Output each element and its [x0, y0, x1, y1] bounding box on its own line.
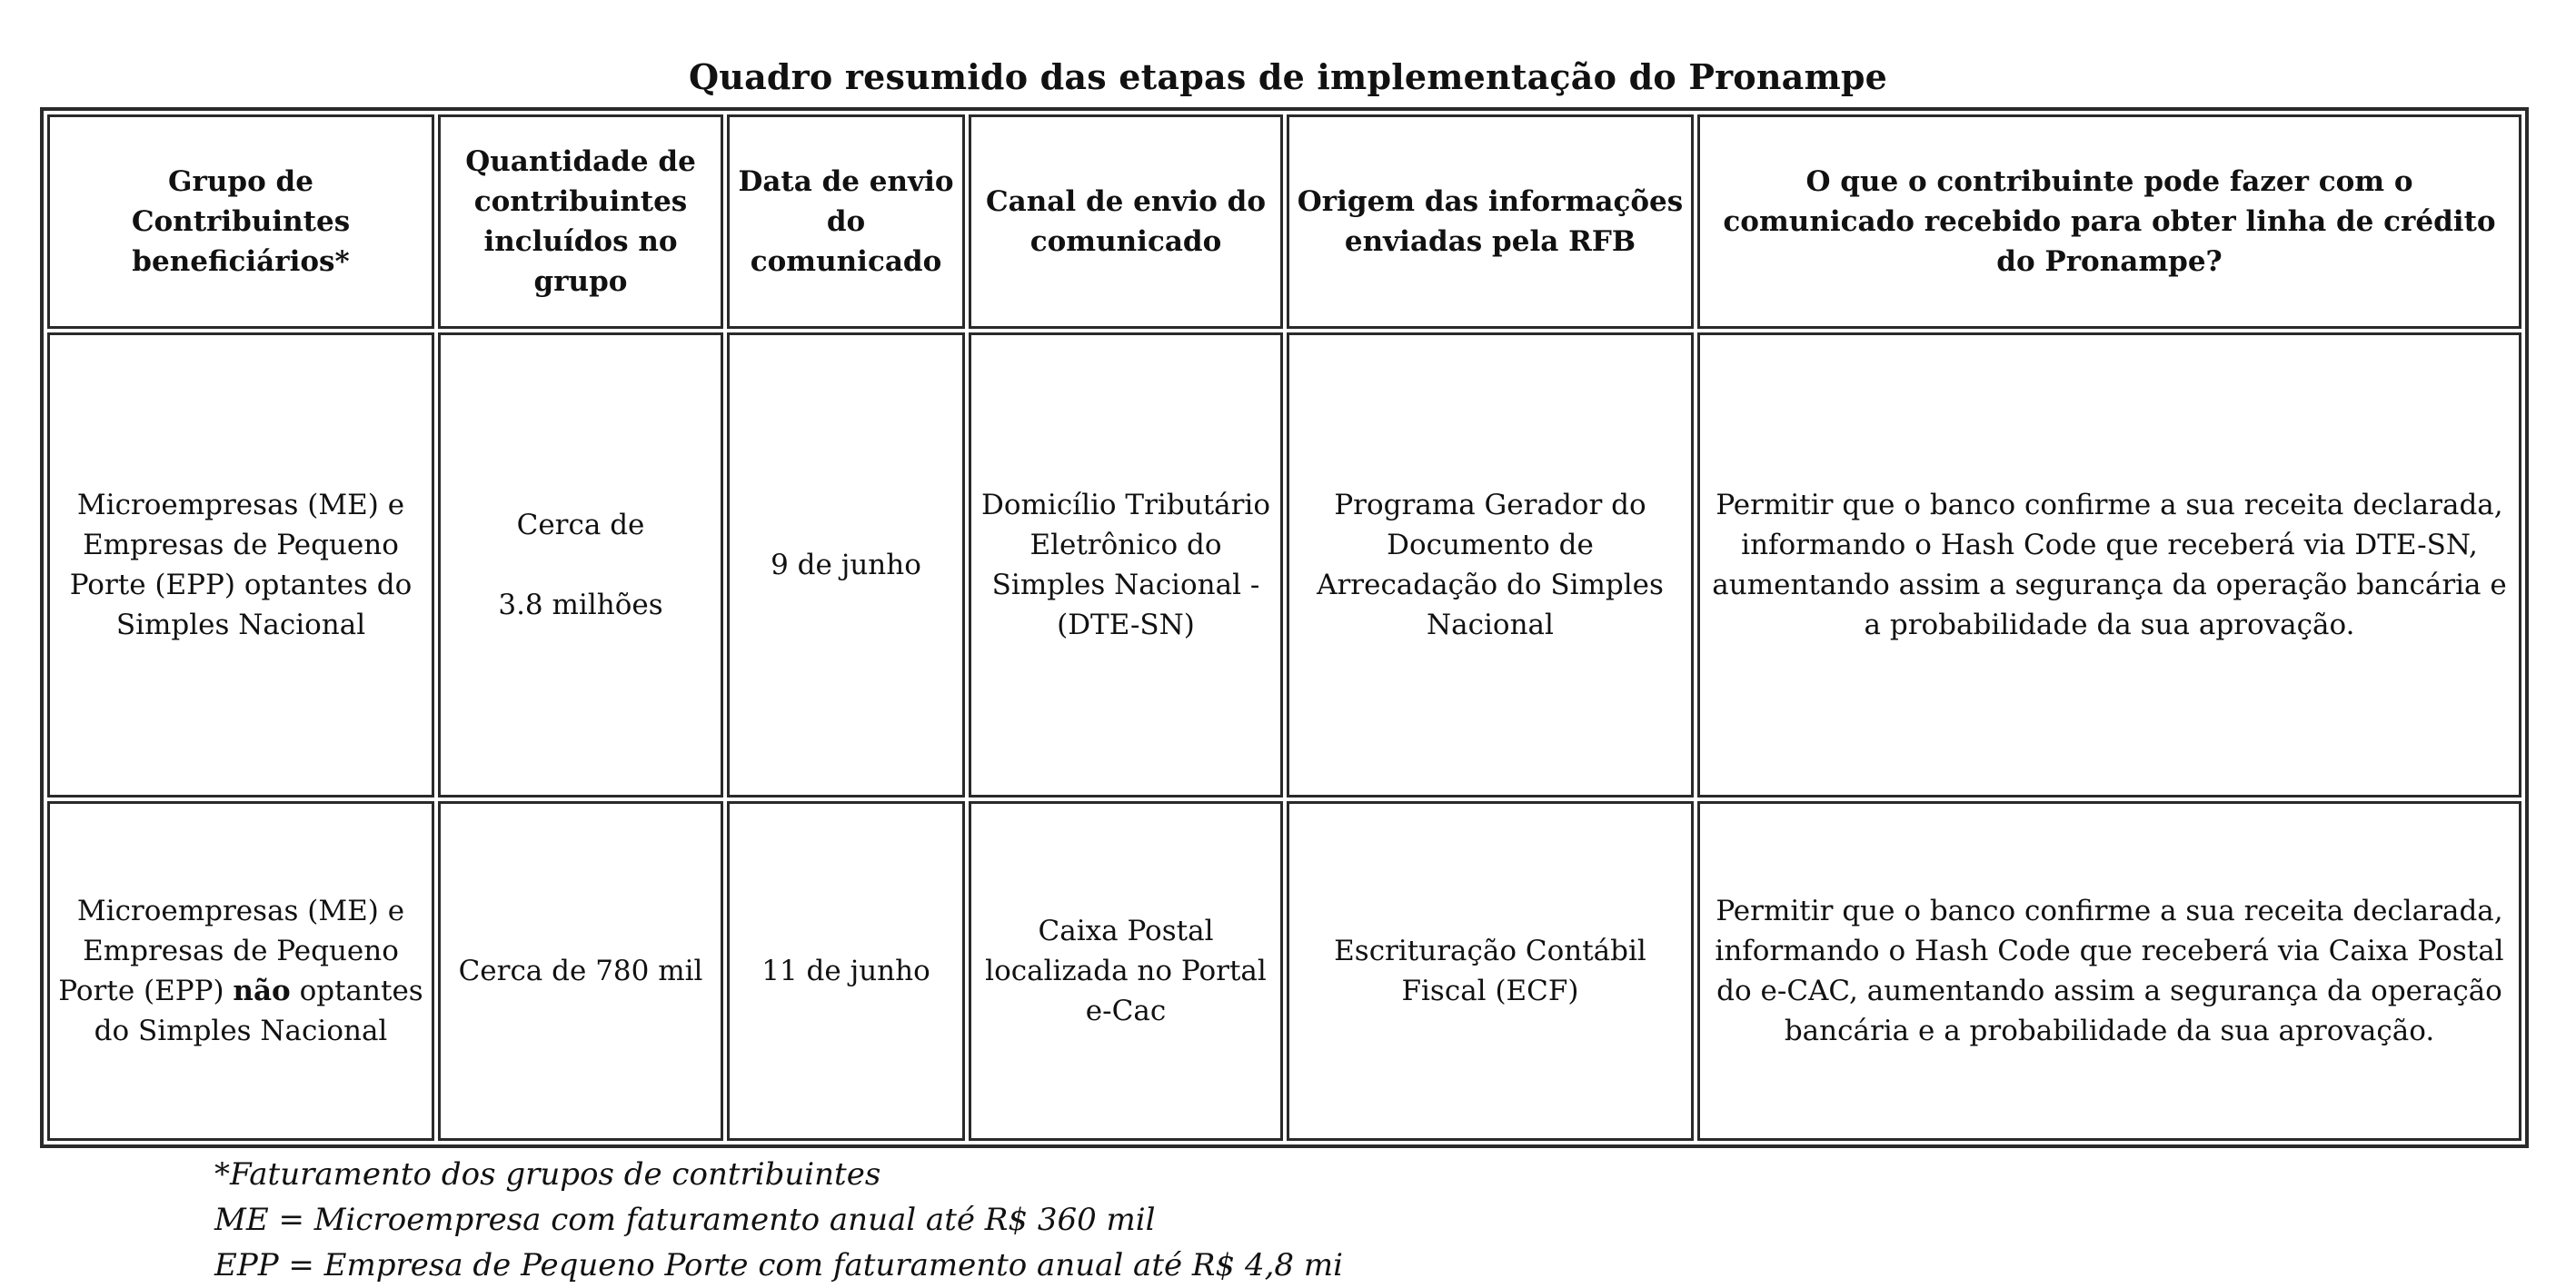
cell-acao: Permitir que o banco confirme a sua receita declarada, informando o Hash Code que receberá via Caixa Postal do e-CAC, aumentando assim a segurança da operação bancária e a probabilidade da sua aprovação.: [1697, 801, 2521, 1141]
header-acao: O que o contribuinte pode fazer com o comunicado recebido para obter linha de crédito do Pronampe?: [1697, 114, 2521, 329]
summary-table: [40, 107, 2529, 1148]
line-spacer: [448, 545, 713, 585]
page-title: Quadro resumido das etapas de implementação do Pronampe: [688, 56, 1888, 97]
header-origem: Origem das informações enviadas pela RFB: [1287, 114, 1694, 329]
cell-data: 9 de junho: [727, 332, 965, 798]
footnote-epp: EPP = Empresa de Pequeno Porte com faturamento anual até R$ 4,8 mi: [214, 1247, 1343, 1283]
table-row: [47, 332, 2521, 798]
cell-grupo-text-after: optantes do Simples Nacional: [94, 975, 423, 1047]
cell-data: 11 de junho: [727, 801, 965, 1141]
header-data-envio: Data de envio do comunicado: [727, 114, 965, 329]
cell-acao: Permitir que o banco confirme a sua receita declarada, informando o Hash Code que receberá via DTE-SN, aumentando assim a segurança da operação bancária e a probabilidade da sua aprovação.: [1697, 332, 2521, 798]
cell-quantidade: [438, 332, 723, 798]
table-row: [47, 801, 2521, 1141]
cell-grupo: Microempresas (ME) e Empresas de Pequeno Porte (EPP) optantes do Simples Nacional: [47, 332, 434, 798]
cell-quantidade: Cerca de 780 mil: [438, 801, 723, 1141]
footnote-me: ME = Microempresa com faturamento anual até R$ 360 mil: [214, 1202, 1156, 1238]
cell-canal: Caixa Postal localizada no Portal e-Cac: [969, 801, 1283, 1141]
header-grupo: Grupo de Contribuintes beneficiários*: [47, 114, 434, 329]
cell-quantidade-line2: 3.8 milhões: [498, 589, 663, 621]
header-quantidade: Quantidade de contribuintes incluídos no grupo: [438, 114, 723, 329]
footnote-faturamento: *Faturamento dos grupos de contribuintes: [214, 1156, 881, 1193]
cell-origem: Programa Gerador do Documento de Arrecadação do Simples Nacional: [1287, 332, 1694, 798]
cell-grupo-bold-word: não: [233, 975, 291, 1007]
header-canal-envio: Canal de envio do comunicado: [969, 114, 1283, 329]
cell-grupo: [47, 801, 434, 1141]
cell-quantidade-line1: Cerca de: [516, 509, 645, 541]
cell-origem: Escrituração Contábil Fiscal (ECF): [1287, 801, 1694, 1141]
cell-canal: Domicílio Tributário Eletrônico do Simples Nacional - (DTE-SN): [969, 332, 1283, 798]
footnotes: [214, 1152, 1343, 1288]
cell-grupo-text-before: Microempresas (ME) e Empresas de Pequeno Porte (EPP): [58, 895, 405, 1007]
header-row: [47, 114, 2521, 329]
